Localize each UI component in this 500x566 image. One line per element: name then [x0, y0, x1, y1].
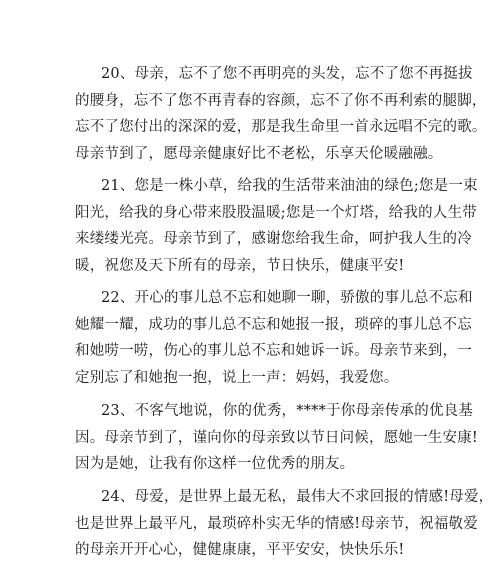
text-line: 来缕缕光亮。母亲节到了，感谢您给我生命，呵护我人生的冷: [75, 231, 472, 247]
text-line: 暖，祝您及天下所有的母亲，节日快乐，健康平安!: [75, 257, 405, 274]
paragraph-22: [75, 285, 473, 391]
paragraph-23: [75, 398, 478, 478]
text-line: 定别忘了和她抱一抱，说上一声：妈妈，我爱您。: [75, 369, 399, 386]
text-line: 的母亲开开心心，健健康康，平平安安，快快乐乐!: [75, 542, 405, 558]
text-line: 的腰身，忘不了您不再青春的容颜，忘不了你不再利索的腿脚，: [75, 92, 487, 109]
paragraph-24: [75, 484, 494, 564]
text-line: 23、不客气地说，你的优秀，****于你母亲传承的优良基: [101, 403, 474, 419]
text-line: 24、母爱，是世界上最无私，最伟大不求回报的情感!母爱，: [101, 489, 494, 505]
text-line: 忘不了您付出的深深的爱，那是我生命里一首永远唱不完的歌。: [75, 119, 487, 135]
text-line: 阳光，给我的身心带来股股温暖;您是一个灯塔，给我的人生带: [75, 204, 477, 221]
paragraph-20: [75, 61, 487, 167]
text-line: 因为是她，让我有你这样一位优秀的朋友。: [75, 456, 355, 472]
text-line: 也是世界上最平凡，最琐碎朴实无华的情感!母亲节，祝福敬爱: [75, 515, 478, 532]
text-line: 21、您是一株小草，给我的生活带来油油的绿色;您是一束: [101, 178, 478, 194]
text-line: 20、母亲，忘不了您不再明亮的头发，忘不了您不再挺拔: [101, 66, 473, 82]
text-line: 因。母亲节到了，谨向你的母亲致以节日问候，愿她一生安康!: [75, 429, 478, 446]
text-line: 22、开心的事儿总不忘和她聊一聊，骄傲的事儿总不忘和: [101, 290, 473, 306]
text-line: 和她唠一唠，伤心的事儿总不忘和她诉一诉。母亲节来到，一: [75, 343, 472, 359]
text-line: 母亲节到了，愿母亲健康好比不老松，乐享天伦暖融融。: [75, 145, 443, 162]
text-line: 她耀一耀，成功的事儿总不忘和她报一报，琐碎的事儿总不忘: [75, 316, 472, 333]
paragraph-21: [75, 173, 478, 279]
